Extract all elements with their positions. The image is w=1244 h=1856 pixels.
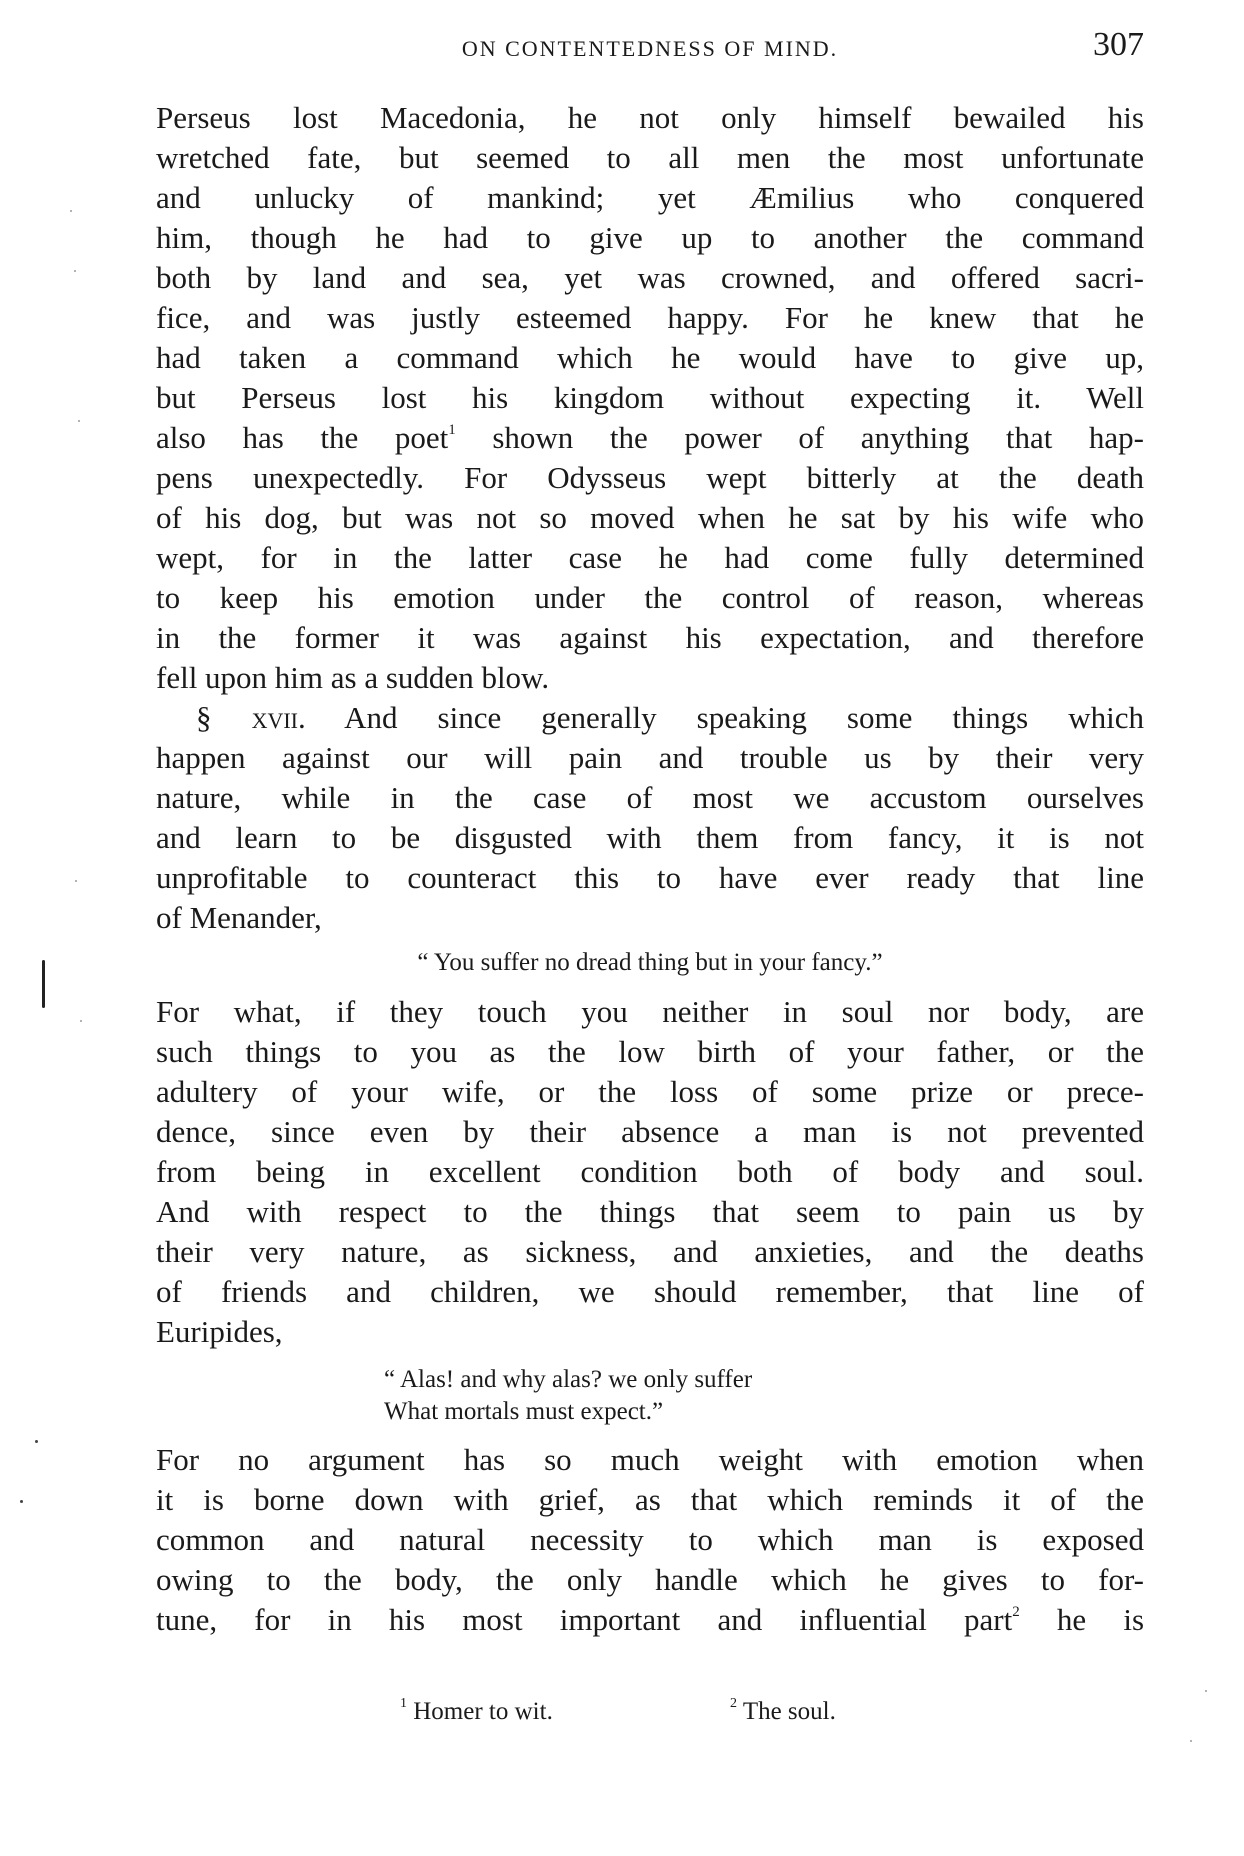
scan-mark <box>1205 1690 1207 1692</box>
text-line: Perseus lost Macedonia, he not only himself bewailed his <box>156 100 1144 135</box>
footnote-text: The soul. <box>742 1698 836 1725</box>
scan-mark <box>78 420 80 422</box>
text-line: owing to the body, the only handle which he gives to for- <box>156 1562 1144 1597</box>
verse-line: “ Alas! and why alas? we only suffer <box>384 1366 753 1393</box>
text-line: pens unexpectedly. For Odysseus wept bitterly at the death <box>156 460 1144 495</box>
text-run: And since generally speaking some things which <box>305 700 1144 735</box>
text-line: such things to you as the low birth of your father, or the <box>156 1034 1144 1069</box>
text-run: shown the power of anything that hap- <box>455 420 1144 455</box>
text-line: of his dog, but was not so moved when he sat by his wife who <box>156 500 1144 535</box>
text-line: of friends and children, we should remember, that line of <box>156 1274 1144 1309</box>
paragraph <box>156 698 1144 938</box>
text-line: wept, for in the latter case he had come fully determined <box>156 540 1144 575</box>
text-line: it is borne down with grief, as that which reminds it of the <box>156 1482 1144 1517</box>
text-line <box>156 1600 1144 1640</box>
text-line: And with respect to the things that seem to pain us by <box>156 1194 1144 1229</box>
section-mark: § <box>196 700 212 735</box>
scan-mark <box>75 880 77 882</box>
text-line: to keep his emotion under the control of reason, whereas <box>156 580 1144 615</box>
body-text <box>156 98 1144 1640</box>
scan-mark <box>20 1500 23 1503</box>
paragraph <box>156 1440 1144 1640</box>
text-line: had taken a command which he would have to give up, <box>156 340 1144 375</box>
text-run: tune, for in his most important and influential part <box>156 1602 1013 1637</box>
text-line: their very nature, as sickness, and anxieties, and the deaths <box>156 1234 1144 1269</box>
text-line: and unlucky of mankind; yet Æmilius who conquered <box>156 180 1144 215</box>
footnote-ref: 1 <box>448 422 456 438</box>
footnote-ref: 2 <box>1012 1604 1020 1620</box>
text-line <box>156 698 1144 738</box>
text-line: dence, since even by their absence a man is not prevented <box>156 1114 1144 1149</box>
text-line: adultery of your wife, or the loss of some prize or prece- <box>156 1074 1144 1109</box>
text-run: also has the poet <box>156 420 449 455</box>
text-line: Euripides, <box>156 1314 283 1349</box>
scan-mark <box>42 960 45 1008</box>
section-number: xvii. <box>251 700 306 735</box>
text-line: him, though he had to give up to another the command <box>156 220 1144 255</box>
scan-mark <box>74 270 76 272</box>
paragraph <box>156 992 1144 1352</box>
text-line: but Perseus lost his kingdom without expecting it. Well <box>156 380 1144 415</box>
text-line: For what, if they touch you neither in soul nor body, are <box>156 994 1144 1029</box>
footnote-mark: 1 <box>400 1696 407 1711</box>
text-line: fice, and was justly esteemed happy. For he knew that he <box>156 300 1144 335</box>
page-number: 307 <box>1093 26 1144 63</box>
text-line <box>156 418 1144 458</box>
text-line: wretched fate, but seemed to all men the most unfortunate <box>156 140 1144 175</box>
scan-mark <box>80 1020 82 1022</box>
footnote-mark: 2 <box>730 1696 737 1711</box>
scan-mark <box>1190 1740 1192 1742</box>
page-header <box>156 26 1144 70</box>
verse-quote-block <box>384 1364 1144 1428</box>
text-line: of Menander, <box>156 900 322 935</box>
text-line: fell upon him as a sudden blow. <box>156 660 550 695</box>
text-line: both by land and sea, yet was crowned, and offered sacri- <box>156 260 1144 295</box>
footnote-2 <box>730 1698 836 1726</box>
scan-mark <box>70 210 72 212</box>
scan-mark <box>35 1440 38 1443</box>
verse-quote: “ You suffer no dread thing but in your fancy.” <box>417 949 883 976</box>
running-title: ON CONTENTEDNESS OF MIND. <box>461 36 839 61</box>
text-run: he is <box>1019 1602 1145 1637</box>
text-line: and learn to be disgusted with them from fancy, it is not <box>156 820 1144 855</box>
text-line: common and natural necessity to which man is exposed <box>156 1522 1144 1557</box>
text-line: nature, while in the case of most we accustom ourselves <box>156 780 1144 815</box>
text-line: in the former it was against his expectation, and therefore <box>156 620 1144 655</box>
text-line: For no argument has so much weight with emotion when <box>156 1442 1144 1477</box>
paragraph <box>156 98 1144 698</box>
text-line: from being in excellent condition both of body and soul. <box>156 1154 1144 1189</box>
footnote-text: Homer to wit. <box>413 1698 553 1725</box>
text-line: happen against our will pain and trouble us by their very <box>156 740 1144 775</box>
footnote-1 <box>400 1698 553 1726</box>
verse-line: What mortals must expect.” <box>384 1398 664 1425</box>
text-line: unprofitable to counteract this to have ever ready that line <box>156 860 1144 895</box>
